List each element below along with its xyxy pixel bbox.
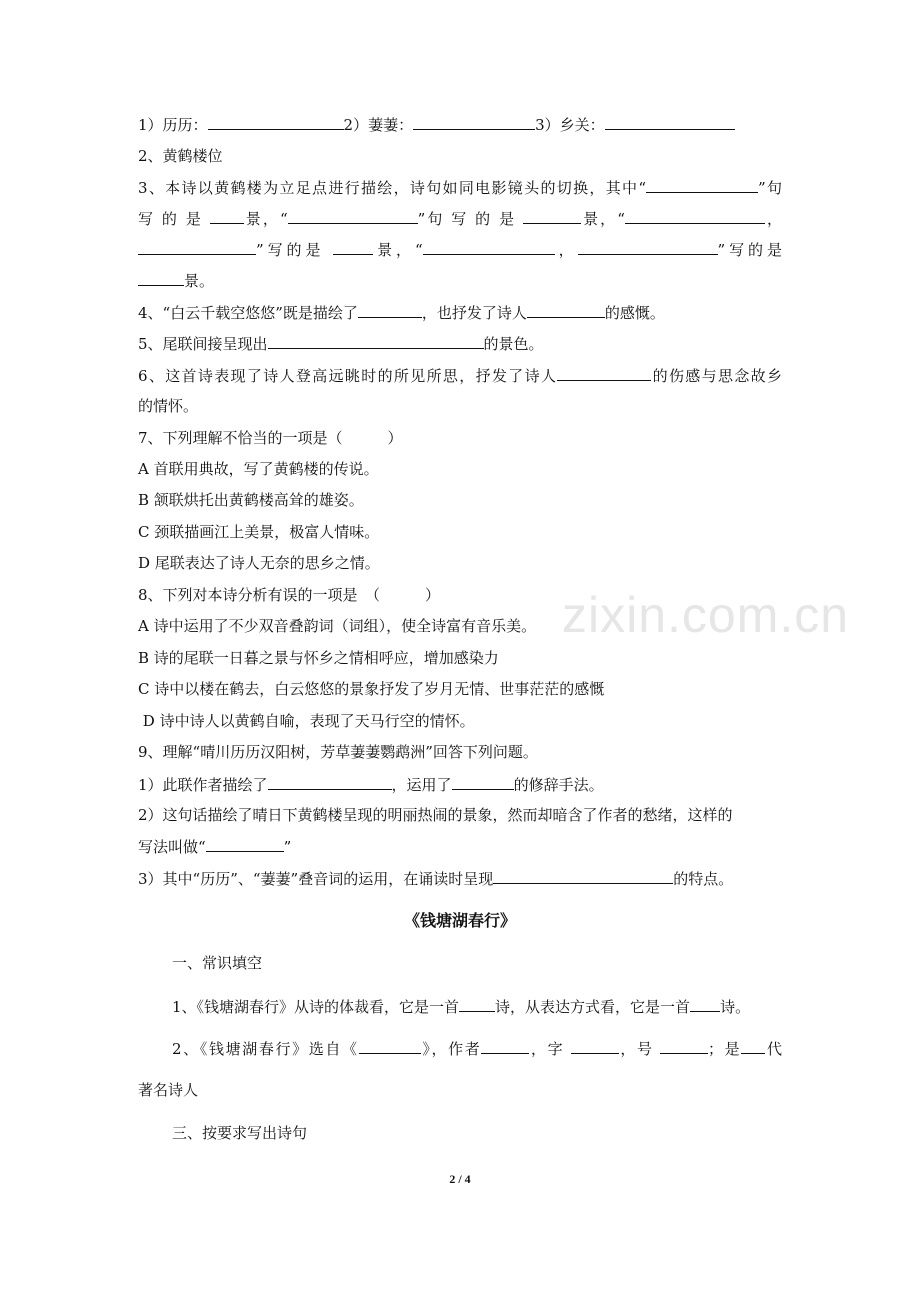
blank (268, 774, 392, 790)
q8-option-a: A 诗中运用了不少双音叠韵词（词组），使全诗富有音乐美。 (138, 617, 537, 635)
question-9-stem: 9、理解“晴川历历汉阳树，芳草萋萋鹦鹉洲”回答下列问题。 (138, 743, 538, 761)
item-lili: 1）历历： (138, 116, 208, 134)
s2q2-text: 》，作者 (420, 1040, 482, 1058)
blank (605, 114, 735, 130)
q4-text: 4、“白云千载空悠悠”既是描绘了 (138, 304, 358, 322)
q3-text: 景，“ (373, 241, 423, 259)
question-5 (138, 333, 544, 354)
blank (578, 239, 718, 255)
blank (288, 208, 418, 224)
question-7-stem: 7、下列理解不恰当的一项是（ ） (138, 429, 403, 447)
s2q2-text: ，号 (618, 1040, 654, 1058)
question-2: 2、黄鹤楼位 (138, 147, 223, 165)
q5-text: 的景色。 (483, 335, 544, 353)
section2-question-1 (172, 996, 750, 1017)
q8-option-b: B 诗的尾联一日暮之景与怀乡之情相呼应，增加感染力 (138, 649, 499, 667)
q7-option-a: A 首联用典故，写了黄鹤楼的传说。 (138, 460, 379, 478)
q3-text: ”写的是 (256, 241, 325, 259)
q3-text: 3、本诗以黄鹤楼为立足点进行描绘，诗句如同电影镜头的切换，其中“ (138, 179, 647, 197)
blank (210, 208, 244, 224)
blank (571, 1038, 619, 1054)
question-9-sub-2: 2）这句话描绘了晴日下黄鹤楼呈现的明丽热闹的景象，然而却暗含了作者的愁绪，这样的 (138, 806, 733, 824)
blank (493, 868, 673, 884)
s2q2-text: 2、《钱塘湖春行》选自《 (172, 1040, 359, 1058)
q9-text: 的特点。 (673, 870, 734, 888)
question-3-line-3 (138, 239, 782, 260)
heading-write-verses: 三、按要求写出诗句 (172, 1124, 308, 1142)
blank (268, 333, 484, 349)
blank (523, 208, 581, 224)
q3-text: 景，“ (243, 210, 288, 228)
q4-text: 的感慨。 (604, 304, 665, 322)
section-title: 《钱塘湖春行》 (403, 911, 516, 930)
blank (660, 1038, 708, 1054)
question-6-line-2: 的情怀。 (138, 397, 199, 415)
question-6-line-1 (138, 365, 782, 386)
question-3-line-2 (138, 208, 782, 229)
q3-text: ”写的是 (717, 241, 782, 259)
q8-option-c: C 诗中以楼在鹤去，白云悠悠的景象抒发了岁月无情、世事茫茫的感慨 (138, 680, 605, 698)
q9-text: ” (283, 838, 292, 856)
question-3-line-4 (138, 270, 214, 291)
q8-option-d: D 诗中诗人以黄鹤自喻，表现了天马行空的情怀。 (138, 712, 475, 730)
q9-text: 1）此联作者描绘了 (138, 776, 268, 794)
q7-option-b: B 颔联烘托出黄鹤楼高耸的雄姿。 (138, 491, 364, 509)
q9-text: ，运用了 (391, 776, 452, 794)
page-number: 2 / 4 (449, 1172, 471, 1186)
blank (646, 177, 758, 193)
blank (206, 836, 284, 852)
question-9-sub-1 (138, 774, 604, 795)
blank (481, 1038, 529, 1054)
blank (138, 239, 256, 255)
q7-option-d: D 尾联表达了诗人无奈的思乡之情。 (138, 554, 380, 572)
blank (138, 270, 184, 286)
question-3-line-1 (138, 177, 782, 198)
section2-question-2 (172, 1038, 782, 1059)
q3-text: 景。 (184, 272, 215, 290)
blank (423, 239, 555, 255)
blank (459, 996, 495, 1012)
item-xiangguan: 3）乡关： (535, 116, 605, 134)
section2-question-2-line-2: 著名诗人 (138, 1081, 199, 1099)
blank (741, 1038, 765, 1054)
s2q2-text: ；是 (708, 1040, 742, 1058)
q5-text: 5、尾联间接呈现出 (138, 335, 268, 353)
q3-text: ， (554, 241, 578, 259)
heading-knowledge: 一、常识填空 (172, 954, 263, 972)
q4-text: ，也抒发了诗人 (421, 304, 527, 322)
q3-text: ， (764, 210, 782, 228)
s2q2-text: 代 (765, 1040, 782, 1058)
watermark: zixin.com.cn (562, 587, 850, 643)
blank (527, 302, 605, 318)
blank (625, 208, 765, 224)
q3-text: 景，“ (581, 210, 625, 228)
s2q1-text: 诗，从表达方式看，它是一首 (495, 998, 691, 1016)
blank (413, 114, 535, 130)
q3-text: 写 的 是 (138, 210, 203, 228)
s2q1-text: 诗。 (720, 998, 751, 1016)
s2q2-text: ，字 (529, 1040, 565, 1058)
blank (333, 239, 373, 255)
q7-option-c: C 颈联描画江上美景，极富人情味。 (138, 523, 380, 541)
q3-text: ”句 (758, 179, 783, 197)
blank (690, 996, 720, 1012)
blank (452, 774, 514, 790)
q6-text: 的伤感与思念故乡 (651, 367, 782, 385)
q6-text: 6、这首诗表现了诗人登高远眺时的所见所思，抒发了诗人 (138, 367, 558, 385)
q9-text: 写法叫做“ (138, 838, 206, 856)
blank (358, 302, 422, 318)
q3-text: ”句 写 的 是 (417, 210, 517, 228)
q9-text: 3）其中“历历”、“萋萋”叠音词的运用，在诵读时呈现 (138, 870, 494, 888)
question-9-sub-3 (138, 868, 733, 889)
vocab-line (138, 114, 735, 135)
q9-text: 的修辞手法。 (513, 776, 604, 794)
question-4 (138, 302, 665, 323)
blank (208, 114, 344, 130)
item-qiqi: 2）萋萋： (343, 116, 414, 134)
question-8-stem: 8、下列对本诗分析有误的一项是 （ ） (138, 586, 441, 604)
blank (557, 365, 651, 381)
blank (359, 1038, 421, 1054)
question-9-sub-2-line-2 (138, 836, 291, 857)
s2q1-text: 1、《钱塘湖春行》从诗的体裁看，它是一首 (172, 998, 460, 1016)
